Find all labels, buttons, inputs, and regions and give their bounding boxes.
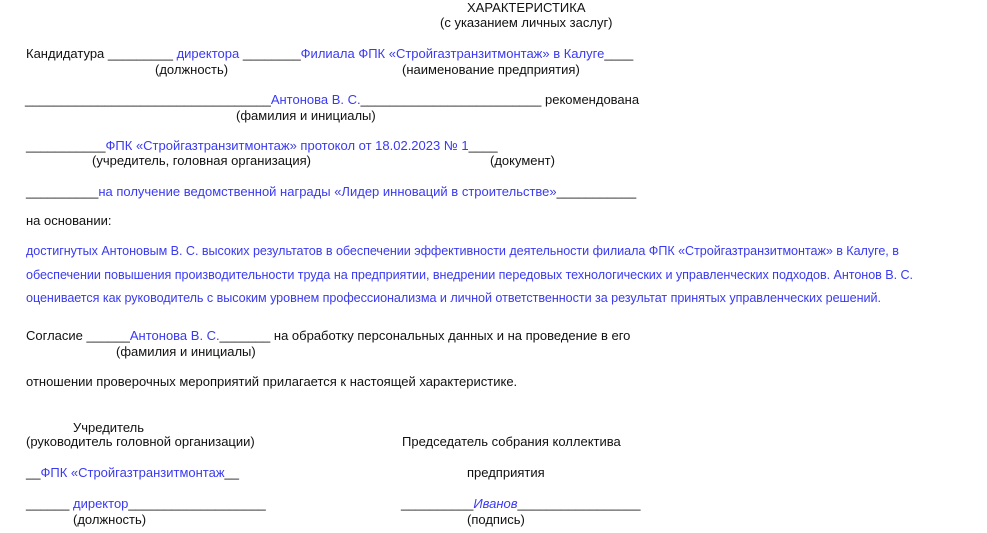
blank: __________ [401,496,474,511]
candidacy-label: Кандидатура _________ [26,46,177,61]
basis-text-line: обеспечении повышения производительности труда на предприятии, внедрении передовых технологических и управленческих подходов. Антонов В. С. [26,268,913,282]
blank: ______ [26,496,73,511]
signature-left-title: Учредитель [73,420,145,435]
hint-consent-name: (фамилия и инициалы) [116,344,256,359]
nominee-tail: _________________________ рекомендована [360,92,640,107]
blank: ____ [468,138,498,153]
blank: ___________ [556,184,637,199]
right-signature-value: Иванов [473,496,518,511]
left-position-value: директор [73,496,129,511]
blank: __ [224,465,239,480]
consent-continuation: отношении проверочных мероприятий прилагается к настоящей характеристике. [26,374,518,389]
blank: ___________________ [128,496,266,511]
hint-document: (документ) [490,153,555,168]
signature-right-title: Председатель собрания коллектива [402,434,621,449]
nominee-name: Антонова В. С. [270,92,361,107]
hint-position: (должность) [155,62,229,77]
signature-right-sign [401,496,640,511]
consent-label: Согласие ______ [26,328,130,343]
left-org-value: ФПК «Стройгазтранзитмонтаж [40,465,225,480]
consent-line [26,328,630,343]
hint-right-signature: (подпись) [467,512,525,527]
basis-label: на основании: [26,213,112,228]
blank: ____ [604,46,634,61]
consent-tail: _______ на обработку персональных данных и на проведение в его [219,328,631,343]
signature-left-org [26,465,239,480]
candidacy-position: директора [176,46,240,61]
hint-nominee: (фамилия и инициалы) [236,108,376,123]
blank: __________ [26,184,99,199]
candidacy-line [26,46,633,61]
blank: __ [26,465,41,480]
hint-founder: (учредитель, головная организация) [92,153,311,168]
document-subtitle: (с указанием личных заслуг) [440,15,613,30]
signature-right-title2: предприятия [467,465,545,480]
blank: ___________ [26,138,106,153]
basis-text-line: оценивается как руководитель с высоким уровнем профессионализма и личной ответственности за результат принятых управленческих решений. [26,291,881,305]
basis-text-line: достигнутых Антоновым В. С. высоких результатов в обеспечении эффективности деятельности филиала ФПК «Стройгазтранзитмонтаж» в Калуге, в [26,244,899,258]
founder-value: ФПК «Стройгазтранзитмонтаж» протокол от 18.02.2023 № 1 [105,138,469,153]
candidacy-organization: Филиала ФПК «Стройгазтранзитмонтаж» в Калуге [300,46,605,61]
founder-line [26,138,498,153]
blank: _________________ [517,496,641,511]
hint-organization: (наименование предприятия) [402,62,580,77]
award-line [26,184,636,199]
blank: __________________________________ [25,92,271,107]
signature-left-position [26,496,266,511]
hint-left-position: (должность) [73,512,147,527]
blank: ________ [239,46,301,61]
award-value: на получение ведомственной награды «Лидер инноваций в строительстве» [98,184,557,199]
document-title: ХАРАКТЕРИСТИКА [467,0,586,15]
signature-left-subtitle: (руководитель головной организации) [26,434,255,449]
nominee-line [25,92,639,107]
consent-name: Антонова В. С. [129,328,220,343]
